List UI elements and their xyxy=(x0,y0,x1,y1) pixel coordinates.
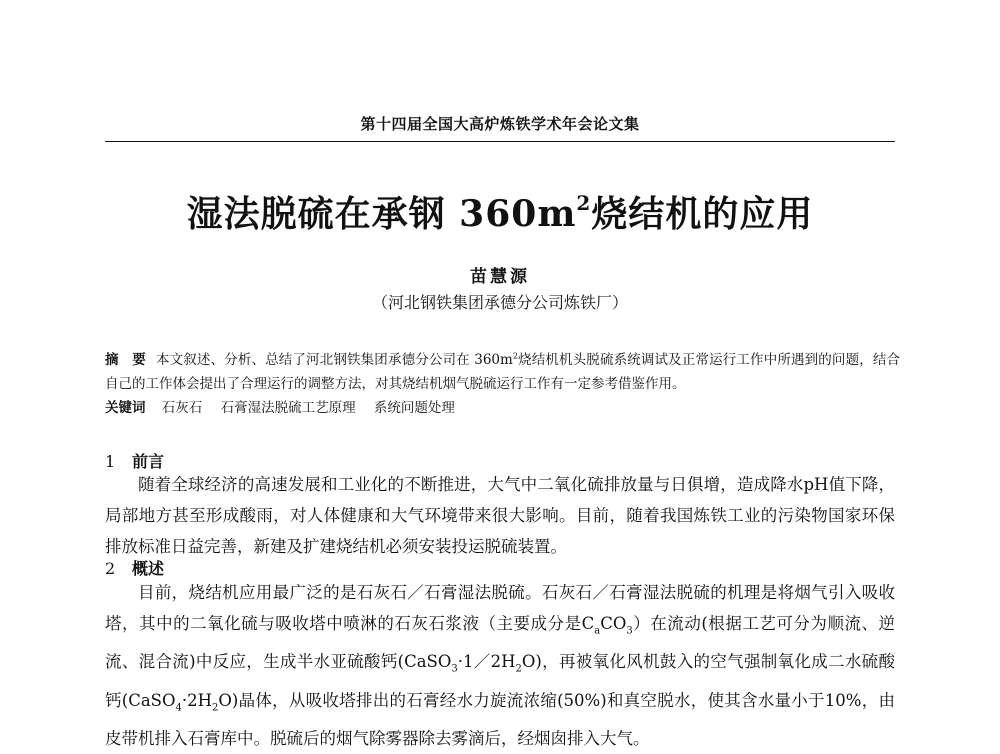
para-text: 目前，烧结机应用最广泛的是石灰石／石膏湿法脱硫。石灰石／石膏湿法脱硫的机理是将烟气引入吸收塔，其中的二氧化硫与吸收塔中喷淋的石灰石浆液（主要成分是C xyxy=(105,583,895,633)
para-text: ·2H xyxy=(181,690,213,710)
running-header: 第十四届全国大高炉炼铁学术年会论文集 xyxy=(360,115,640,133)
abstract xyxy=(105,348,900,396)
keywords xyxy=(105,397,900,419)
para-subscript: 3 xyxy=(451,663,458,675)
title-main: 湿法脱硫在承钢 360m xyxy=(186,193,577,235)
title-tail: 烧结机的应用 xyxy=(591,193,814,235)
keyword-item: 石灰石 xyxy=(161,400,203,416)
section-title: 前言 xyxy=(132,452,165,471)
para-subscript: 2 xyxy=(212,701,219,713)
para-subscript: 2 xyxy=(515,663,522,675)
title-superscript: 2 xyxy=(576,191,592,215)
abstract-label: 摘 要 xyxy=(105,352,146,368)
paper-title xyxy=(105,186,895,237)
keywords-label: 关键词 xyxy=(105,400,146,416)
para-subscript: 3 xyxy=(626,625,633,637)
para-text: O)晶体，从吸收塔排出的石膏经水力旋流浓缩(50%)和真空脱水，使其含水量小于10%，由皮带机排入石膏库中。脱硫后的烟气除雾器除去雾滴后，经烟囱排入大气。 xyxy=(105,690,896,748)
section-title: 概述 xyxy=(132,559,165,578)
section-2-paragraph xyxy=(105,577,895,754)
para-subscript: 4 xyxy=(175,701,182,713)
para-text: ）在流动(根据工艺可分为顺流、逆流、混合流)中反应，生成半水亚硫酸钙(CaSO xyxy=(105,614,896,672)
abstract-text-b: 烧结机机头脱硫系统调试及正常运行工作中所遇到的问题，结合自己的工作体会提出了合理运行的调整方法，对其烧结机烟气脱硫运行工作有一定参考借鉴作用。 xyxy=(105,352,901,392)
section-heading-2 xyxy=(105,556,164,579)
header-rule xyxy=(105,141,895,142)
section-number: 2 xyxy=(105,559,116,578)
para-text: CO xyxy=(600,614,627,633)
para-subscript: a xyxy=(594,625,601,637)
para-text: ·1／2H xyxy=(457,652,516,672)
abstract-text-a: 本文叙述、分析、总结了河北钢铁集团承德分公司在 360m xyxy=(155,352,513,368)
author-name: 苗慧源 xyxy=(470,267,530,287)
keyword-item: 石膏湿法脱硫工艺原理 xyxy=(220,400,356,416)
section-number: 1 xyxy=(105,452,116,471)
author-affiliation: （河北钢铁集团承德分公司炼铁厂） xyxy=(371,293,628,312)
section-1-paragraph: 随着全球经济的高速发展和工业化的不断推进，大气中二氧化硫排放量与日俱增，造成降水pH值下降，局部地方甚至形成酸雨，对人体健康和大气环境带来很大影响。目前，随着我国炼铁工业的污染物国家环保排放标准日益完善，新建及扩建烧结机必须安装投运脱硫装置。 xyxy=(105,475,895,556)
keyword-item: 系统问题处理 xyxy=(373,400,455,416)
abstract-superscript: 2 xyxy=(512,351,518,361)
para-text: O)，再被氧化风机鼓入的空气强制氧化成二水硫酸钙(CaSO xyxy=(105,652,895,710)
